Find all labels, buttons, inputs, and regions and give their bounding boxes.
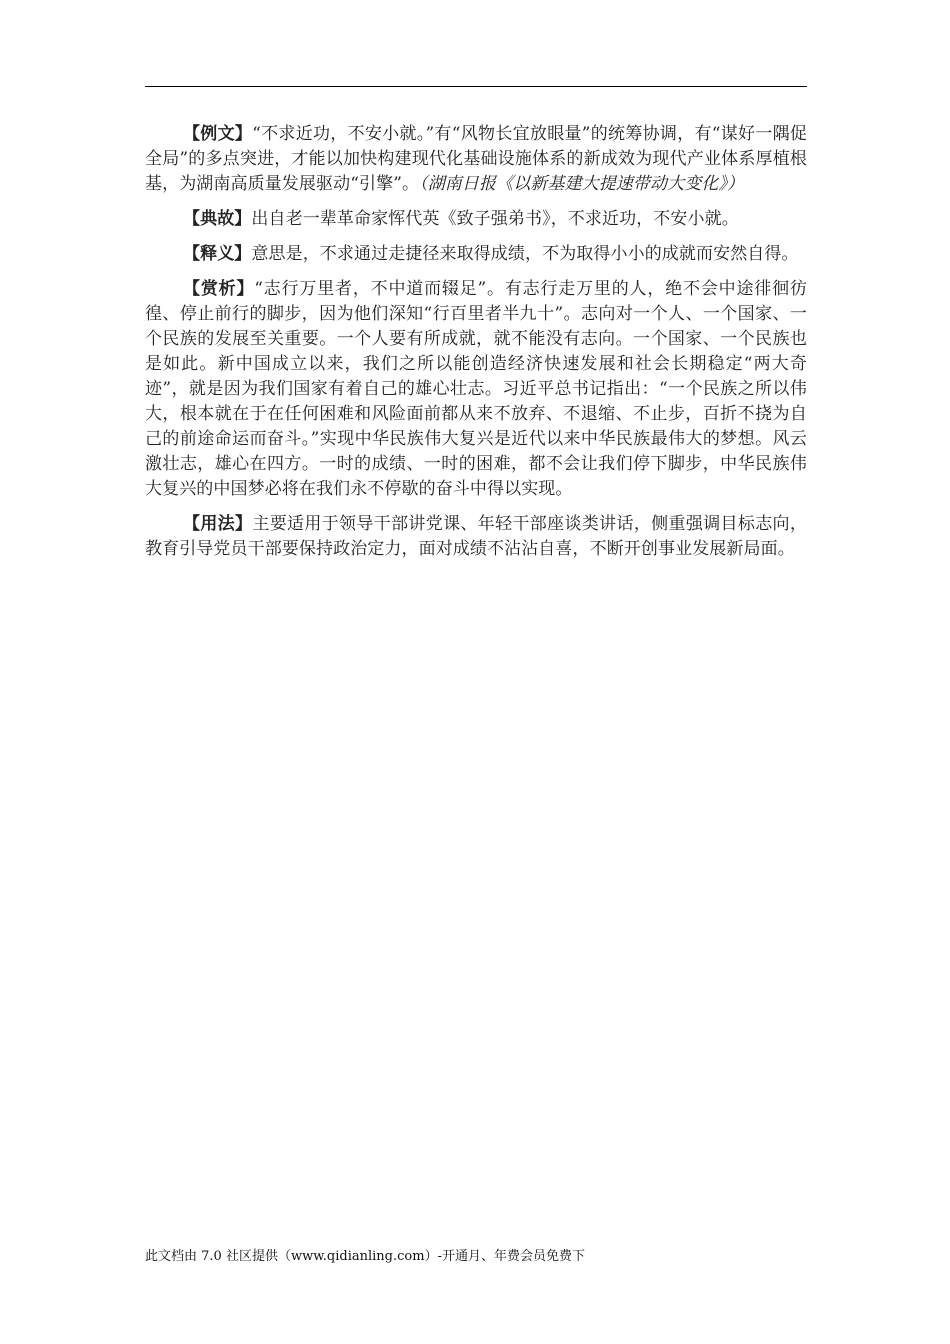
allusion-paragraph bbox=[145, 207, 807, 232]
allusion-label: 【典故】 bbox=[183, 209, 252, 229]
header-rule bbox=[145, 86, 807, 87]
meaning-text: 意思是，不求通过走捷径来取得成绩，不为取得小小的成就而安然自得。 bbox=[251, 244, 799, 264]
appreciation-label: 【赏析】 bbox=[183, 279, 255, 299]
example-label: 【例文】 bbox=[183, 124, 253, 144]
usage-label: 【用法】 bbox=[183, 514, 253, 534]
usage-text: 主要适用于领导干部讲党课、年轻干部座谈类讲话，侧重强调目标志向，教育引导党员干部要保持政治定力，面对成绩不沾沾自喜，不断开创事业发展新局面。 bbox=[145, 514, 807, 559]
usage-paragraph bbox=[145, 512, 807, 562]
meaning-label: 【释义】 bbox=[183, 244, 252, 264]
allusion-text: 出自老一辈革命家恽代英《致子强弟书》，不求近功，不安小就。 bbox=[251, 209, 739, 229]
footer-note: 此文档由 7.0 社区提供（www.qidianling.com）-开通月、年费会员免费下 bbox=[145, 1249, 585, 1264]
example-source: （湖南日报《以新基建大提速带动大变化》） bbox=[419, 174, 745, 194]
meaning-paragraph bbox=[145, 242, 807, 267]
appreciation-text: “志行万里者，不中道而辍足”。有志行走万里的人，绝不会中途徘徊彷徨、停止前行的脚步，因为他们深知“行百里者半九十”。志向对一个人、一个国家、一个民族的发展至关重要。一个人要有所成就，就不能没有志向。一个国家、一个民族也是如此。新中国成立以来，我们之所以能创造经济快速发展和社会长期稳定“两大奇迹”，就是因为我们国家有着自己的雄心壮志。习近平总书记指出：“一个民族之所以伟大，根本就在于在任何困难和风险面前都从来不放弃、不退缩、不止步，百折不挠为自己的前途命运而奋斗。”实现中华民族伟大复兴是近代以来中华民族最伟大的梦想。风云激壮志，雄心在四方。一时的成绩、一时的困难，都不会让我们停下脚步，中华民族伟大复兴的中国梦必将在我们永不停歇的奋斗中得以实现。 bbox=[145, 279, 807, 499]
appreciation-paragraph bbox=[145, 277, 807, 502]
document-body bbox=[145, 122, 807, 572]
example-text: “不求近功，不安小就。”有“风物长宜放眼量”的统筹协调，有“谋好一隅促全局”的多点突进，才能以加快构建现代化基础设施体系的新成效为现代产业体系厚植根基，为湖南高质量发展驱动“引擎”。 bbox=[145, 124, 807, 194]
example-paragraph bbox=[145, 122, 807, 197]
